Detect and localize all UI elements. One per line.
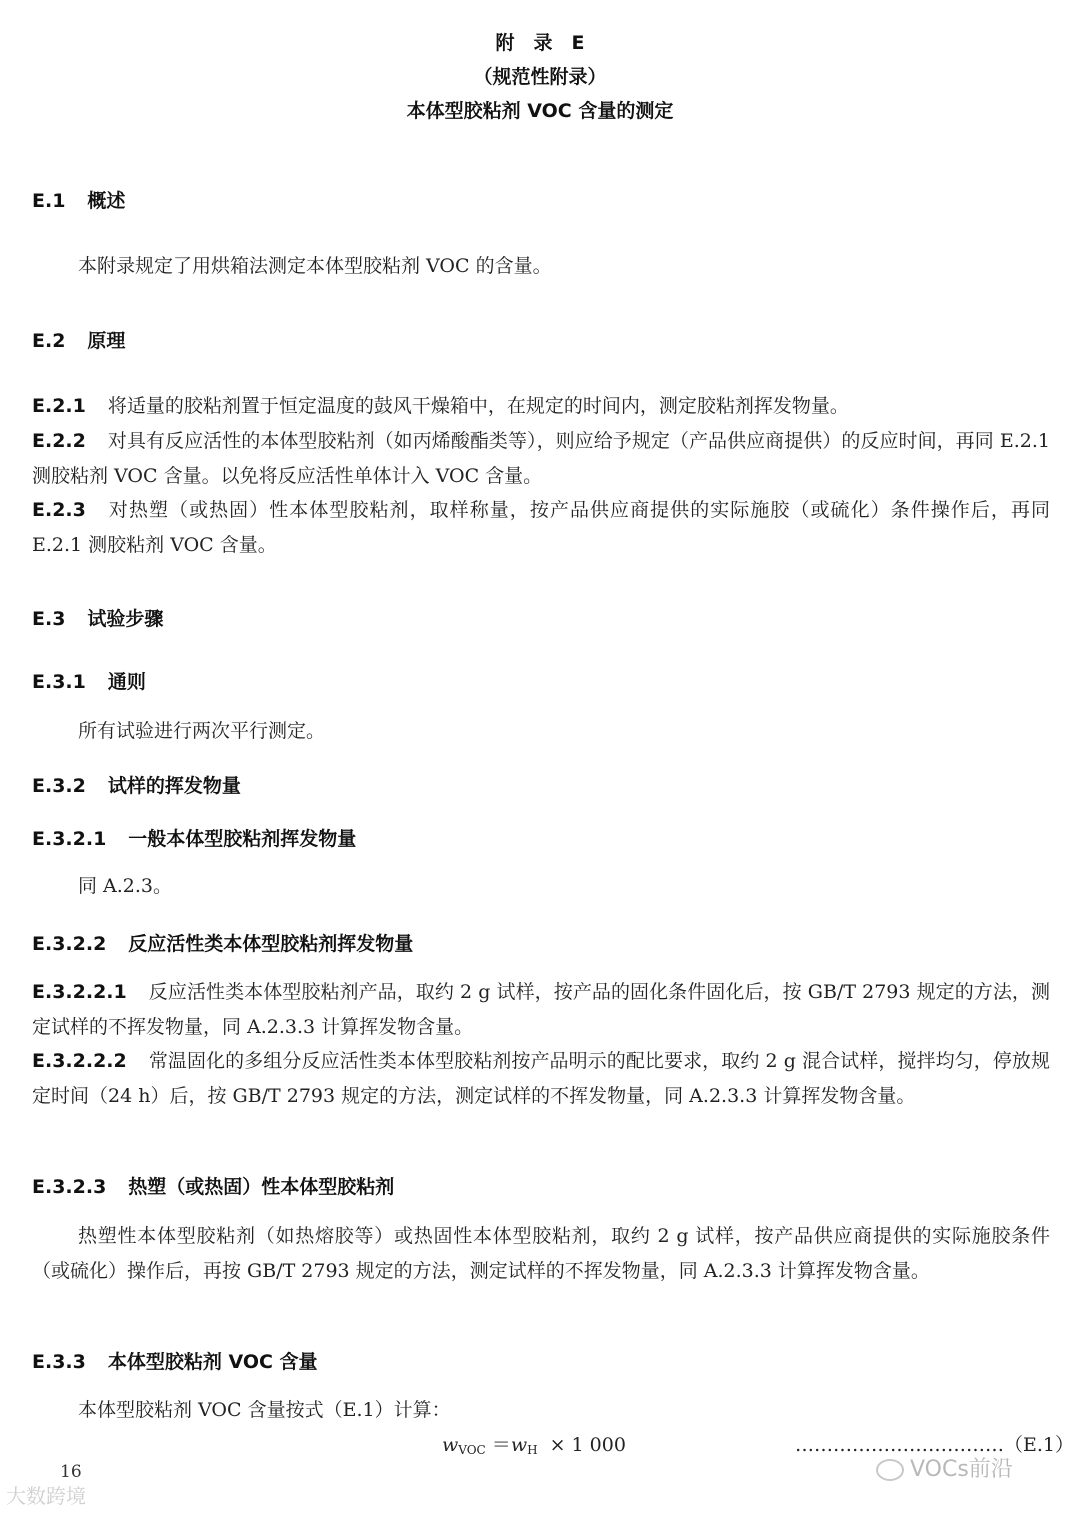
clause-text: 常温固化的多组分反应活性类本体型胶粘剂按产品明示的配比要求，取约 2 g 混合试样，搅拌均匀，停放规定时间（24 h）后，按 GB/T 2793 规定的方法，测定试样的不挥发物量，同 A.2.3.3 计算挥发物含量。 [32,1050,1050,1107]
section-heading-e2 [32,326,125,353]
section-number: E.1 [32,190,66,212]
clause-title: 试样的挥发物量 [107,775,241,797]
appendix-type: （规范性附录） [473,66,607,88]
section-title: 原理 [87,330,126,352]
formula-multiply: × [549,1434,566,1456]
clause-number: E.3.1 [32,671,86,693]
clause-e3-2-2-1 [32,975,1050,1044]
formula-lhs: w [442,1434,459,1456]
clause-heading-e3-1 [32,667,146,694]
formula-e1 [442,1430,626,1457]
paragraph-e3-1: 所有试验进行两次平行测定。 [78,720,326,742]
clause-e2-1 [32,389,1050,424]
clause-text: 对热塑（或热固）性本体型胶粘剂，取样称量，按产品供应商提供的实际施胶（或硫化）条件操作后，再同 E.2.1 测胶粘剂 VOC 含量。 [32,499,1050,556]
section-heading-e3 [32,604,163,631]
clause-title: 通则 [107,671,146,693]
formula-rhs: w [510,1434,528,1456]
clause-number: E.2.3 [32,499,86,521]
clause-heading-e3-2 [32,771,241,798]
watermark-right-text: VOCs前沿 [910,1457,1013,1482]
section-title: 试验步骤 [87,608,164,630]
clause-number: E.3.2.1 [32,828,107,850]
clause-title: 热塑（或热固）性本体型胶粘剂 [128,1176,395,1198]
clause-number: E.3.2.3 [32,1176,107,1198]
clause-title: 一般本体型胶粘剂挥发物量 [128,828,357,850]
section-number: E.3 [32,608,66,630]
clause-number: E.3.3 [32,1351,86,1373]
clause-heading-e3-2-1 [32,824,356,851]
clause-heading-e3-3 [32,1347,318,1374]
section-number: E.2 [32,330,66,352]
appendix-title: 本体型胶粘剂 VOC 含量的测定 [406,100,674,122]
clause-number: E.3.2 [32,775,86,797]
paragraph-e3-2-3: 热塑性本体型胶粘剂（如热熔胶等）或热固性本体型胶粘剂，取约 2 g 试样，按产品供应商提供的实际施胶条件（或硫化）操作后，再按 GB/T 2793 规定的方法，测定试样的不挥发物量，同 A.2.3.3 计算挥发物含量。 [32,1225,1050,1282]
clause-heading-e3-2-3 [32,1172,394,1199]
clause-heading-e3-2-2 [32,929,413,956]
wechat-icon [876,1459,904,1481]
paragraph-e3-2-1: 同 A.2.3。 [78,875,173,897]
paragraph-e3-3: 本体型胶粘剂 VOC 含量按式（E.1）计算： [78,1399,451,1421]
watermark-left [6,1480,86,1509]
clause-e2-2 [32,424,1050,493]
section-title: 概述 [87,190,126,212]
page-number: 16 [60,1462,82,1482]
clause-number: E.2.1 [32,395,86,417]
clause-number: E.2.2 [32,430,86,452]
formula-factor: 1 000 [571,1434,626,1456]
clause-text: 对具有反应活性的本体型胶粘剂（如丙烯酸酯类等），则应给予规定（产品供应商提供）的反应时间，再同 E.2.1 测胶粘剂 VOC 含量。以免将反应活性单体计入 VOC 含量。 [32,430,1050,487]
clause-e3-2-2-2 [32,1044,1050,1113]
appendix-label: 附 录 E [495,32,585,54]
clause-title: 反应活性类本体型胶粘剂挥发物量 [128,933,414,955]
formula-lhs-subscript: VOC [458,1443,486,1457]
clause-text: 将适量的胶粘剂置于恒定温度的鼓风干燥箱中，在规定的时间内，测定胶粘剂挥发物量。 [107,395,849,417]
clause-number: E.3.2.2 [32,933,107,955]
equation-number: ……………………………（E.1） [795,1434,1074,1456]
formula-rhs-subscript: H [527,1443,538,1457]
paragraph-e1: 本附录规定了用烘箱法测定本体型胶粘剂 VOC 的含量。 [78,255,552,277]
clause-e2-3 [32,493,1050,562]
clause-title: 本体型胶粘剂 VOC 含量 [107,1351,318,1373]
section-heading-e1 [32,186,125,213]
formula-equals: ＝ [491,1434,511,1456]
clause-text: 反应活性类本体型胶粘剂产品，取约 2 g 试样，按产品的固化条件固化后，按 GB/T 2793 规定的方法，测定试样的不挥发物量，同 A.2.3.3 计算挥发物含量。 [32,981,1050,1038]
clause-number: E.3.2.2.1 [32,981,127,1003]
clause-number: E.3.2.2.2 [32,1050,127,1072]
watermark-right [876,1452,1013,1483]
watermark-left-text: 大数跨境 [6,1484,86,1508]
